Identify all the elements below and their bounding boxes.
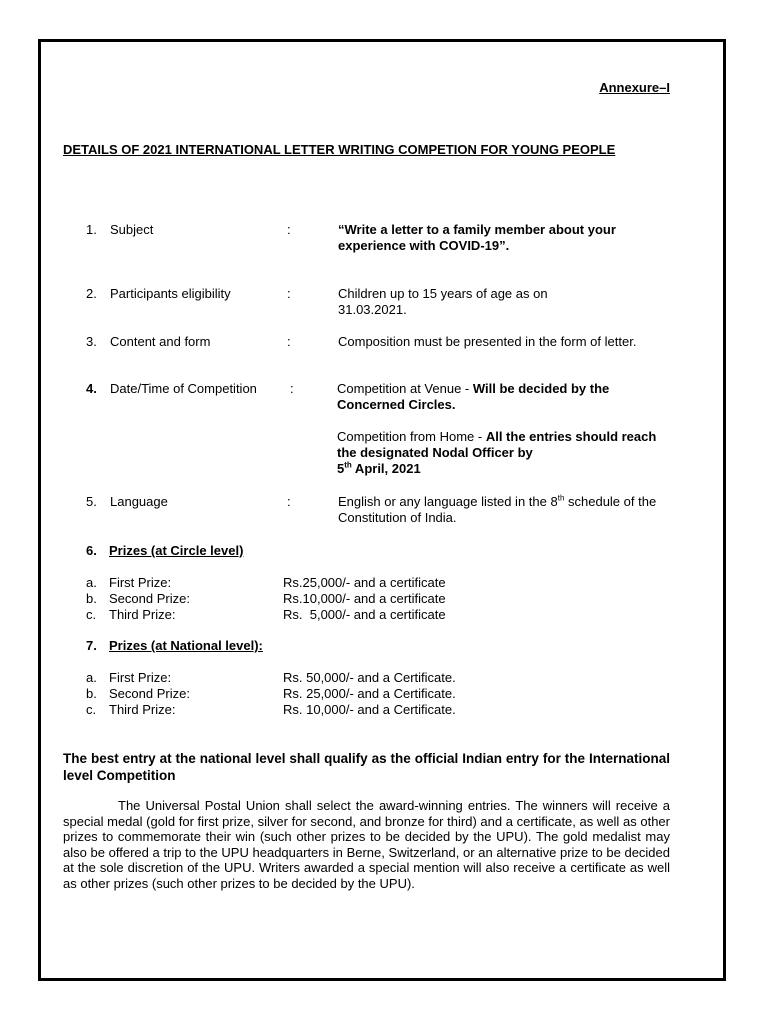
language-text-start: English or any language listed in the 8 bbox=[338, 494, 558, 509]
item-number: 3. bbox=[86, 334, 97, 349]
submission-deadline bbox=[337, 461, 421, 477]
venue-prefix: Competition at Venue - bbox=[337, 381, 473, 396]
deadline-day: 5 bbox=[337, 461, 345, 476]
prize-name: Third Prize: bbox=[109, 607, 176, 622]
item-number: 2. bbox=[86, 286, 97, 301]
item-colon: : bbox=[287, 494, 291, 509]
prize-value: Rs. 5,000/- and a certificate bbox=[283, 607, 446, 622]
upu-paragraph: The Universal Postal Union shall select the award-winning entries. The winners will receive a special medal (gold for first prize, silver for second, and bronze for third) and a certificate, as well as other prizes to commemorate their win (such other prizes to be decided by the UPU). The gold medalist may also be offered a trip to the UPU headquarters in Berne, Switzerland, or an alternative prize to be decided at the sole discretion of the UPU. Writers awarded a special mention will also receive a certificate as well as other prizes (such other prizes to be decided by the UPU). bbox=[63, 798, 670, 891]
section-number: 7. bbox=[86, 638, 97, 653]
prize-value: Rs. 50,000/- and a Certificate. bbox=[283, 670, 456, 685]
section-heading: Prizes (at Circle level) bbox=[109, 543, 244, 558]
venue-decision: Will be decided by the Concerned Circles. bbox=[337, 381, 610, 412]
item-colon: : bbox=[287, 334, 291, 349]
item-label: Content and form bbox=[110, 334, 211, 349]
item-number: 1. bbox=[86, 222, 97, 237]
item-number: 4. bbox=[86, 381, 97, 396]
home-competition-text bbox=[337, 429, 667, 461]
home-prefix: Competition from Home - bbox=[337, 429, 486, 444]
deadline-month-year: April, 2021 bbox=[351, 461, 421, 476]
prize-letter: c. bbox=[86, 607, 97, 622]
prize-value: Rs. 25,000/- and a Certificate. bbox=[283, 686, 456, 701]
prize-letter: b. bbox=[86, 591, 97, 606]
best-entry-statement: The best entry at the national level shall qualify as the official Indian entry for the International level Competition bbox=[63, 751, 670, 783]
item-label: Date/Time of Competition bbox=[110, 381, 257, 396]
item-label: Participants eligibility bbox=[110, 286, 231, 301]
item-number: 5. bbox=[86, 494, 97, 509]
prize-name: Third Prize: bbox=[109, 702, 176, 717]
prize-letter: a. bbox=[86, 575, 97, 590]
prize-letter: b. bbox=[86, 686, 97, 701]
prize-name: Second Prize: bbox=[109, 591, 190, 606]
home-instruction: All the entries should reach the designated Nodal Officer by bbox=[337, 429, 657, 460]
schedule-ordinal-suffix: th bbox=[557, 493, 565, 503]
prize-value: Rs.25,000/- and a certificate bbox=[283, 575, 446, 590]
item-value bbox=[338, 494, 673, 526]
document-heading: DETAILS OF 2021 INTERNATIONAL LETTER WRITING COMPETION FOR YOUNG PEOPLE bbox=[63, 142, 616, 157]
venue-competition-text bbox=[337, 381, 667, 413]
annexure-label: Annexure–I bbox=[599, 80, 670, 95]
item-value: Children up to 15 years of age as on 31.03.2021. bbox=[338, 286, 548, 317]
prize-value: Rs. 10,000/- and a Certificate. bbox=[283, 702, 456, 717]
prize-letter: a. bbox=[86, 670, 97, 685]
section-number: 6. bbox=[86, 543, 97, 558]
prize-name: First Prize: bbox=[109, 670, 172, 685]
deadline-day-suffix: th bbox=[344, 460, 352, 470]
prize-value: Rs.10,000/- and a certificate bbox=[283, 591, 446, 606]
item-colon: : bbox=[290, 381, 294, 396]
section-heading: Prizes (at National level): bbox=[109, 638, 263, 653]
item-colon: : bbox=[287, 222, 291, 237]
item-value: Composition must be presented in the form of letter. bbox=[338, 334, 637, 349]
prize-letter: c. bbox=[86, 702, 97, 717]
prize-name: First Prize: bbox=[109, 575, 172, 590]
item-colon: : bbox=[287, 286, 291, 301]
item-value: “Write a letter to a family member about your experience with COVID-19”. bbox=[338, 222, 616, 253]
item-label: Language bbox=[110, 494, 168, 509]
language-text-end: schedule of the Constitution of India. bbox=[338, 494, 657, 525]
prize-name: Second Prize: bbox=[109, 686, 190, 701]
item-label: Subject bbox=[110, 222, 154, 237]
